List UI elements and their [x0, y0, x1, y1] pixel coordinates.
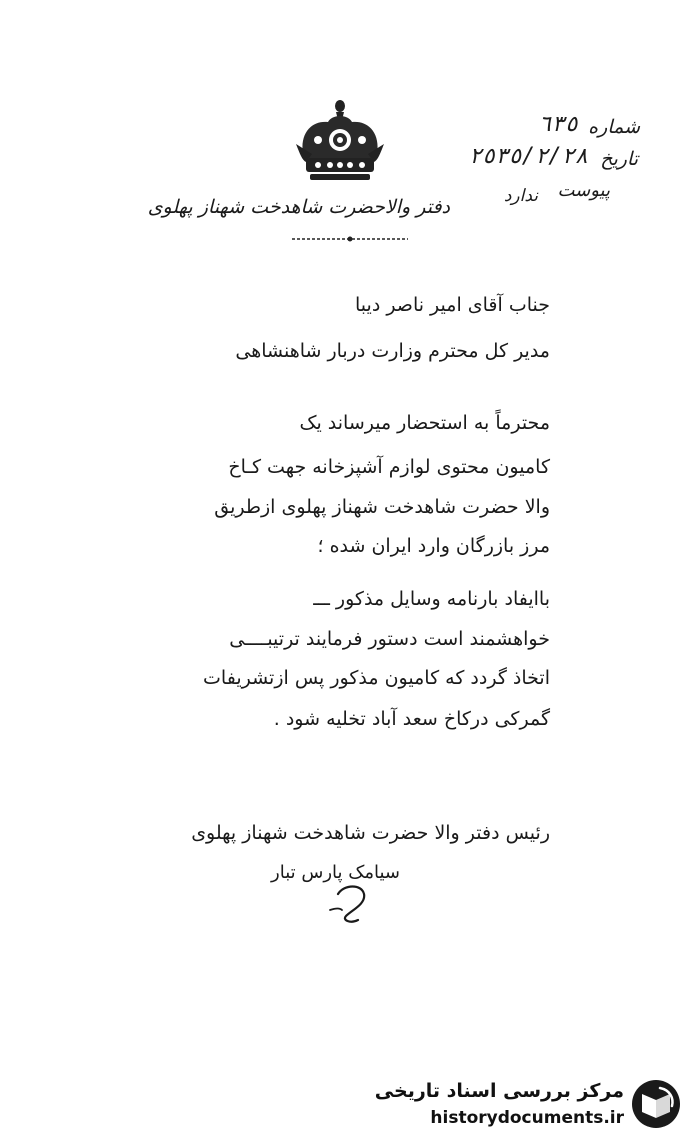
- recipient-name: جناب آقای امیر ناصر دیبا: [355, 294, 550, 316]
- body-line: باایفاد بارنامه وسایل مذکور ـــ: [313, 588, 550, 610]
- attachment-value: ندارد: [503, 186, 538, 206]
- office-name: دفتر والاحضرت شاهدخت شهناز پهلوی: [147, 196, 450, 218]
- signatory-title: رئیس دفتر والا حضرت شاهدخت شهناز پهلوی: [191, 822, 550, 844]
- recipient-title: مدیر کل محترم وزارت دربار شاهنشاهی: [235, 340, 550, 362]
- body-line: خواهشمند است دستور فرمایند ترتیبــــی: [229, 628, 550, 650]
- body-line: اتخاذ گردد که کامیون مذکور پس ازتشریفات: [203, 667, 550, 689]
- pahlavi-crown-icon: [292, 96, 388, 186]
- date-value: ٢٥٣٥/٢/٢٨: [468, 144, 588, 169]
- signatory-name: سیامک پارس تبار: [271, 862, 400, 883]
- body-line: مرز بازرگان وارد ایران شده ؛: [317, 535, 550, 557]
- archive-title: مرکز بررسی اسناد تاریخی: [374, 1080, 624, 1102]
- body-line: گمرکی درکاخ سعد آباد تخلیه شود .: [273, 708, 550, 730]
- attachment-label: پیوست: [557, 180, 610, 201]
- date-label: تاریخ: [600, 148, 638, 170]
- archive-book-logo-icon: [630, 1078, 682, 1130]
- number-value: ٦٣٥: [538, 112, 578, 137]
- number-label: شماره: [588, 116, 640, 138]
- archive-url[interactable]: historydocuments.ir: [430, 1108, 624, 1128]
- archive-watermark: [374, 1076, 682, 1136]
- ornament-divider: [290, 234, 410, 244]
- body-line: والا حضرت شاهدخت شهناز پهلوی ازطریق: [214, 496, 550, 518]
- handwritten-signature: [322, 880, 382, 928]
- body-line: کامیون محتوی لوازم آشپزخانه جهت کـاخ: [228, 456, 550, 478]
- body-line: محترماً به استحضار میرساند یک: [299, 412, 550, 434]
